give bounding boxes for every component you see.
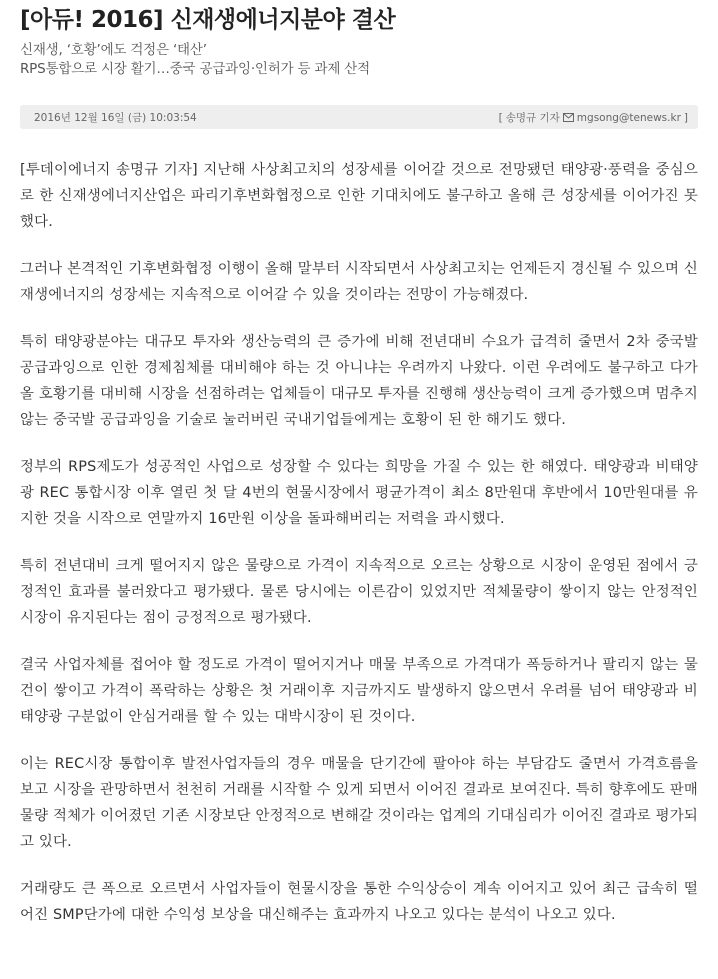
- body-paragraph: 특히 태양광분야는 대규모 투자와 생산능력의 큰 증가에 비해 전년대비 수요가 급격히 줄면서 2차 중국발 공급과잉으로 인한 경제침체를 대비해야 하는 것 아니냐는 우려까지 나왔다. 이런 우려에도 불구하고 다가올 호황기를 대비해 시장을 선점하려는 업체들이 대규모 투자를 진행해 생산능력이 크게 증가했으며 멈추지 않는 중국발 공급과잉을 기술로 눌러버린 국내기업들에게는 호황이 된 한 해기도 했다.: [20, 334, 698, 428]
- body-paragraph: [투데이에너지 송명규 기자] 지난해 사상최고치의 성장세를 이어갈 것으로 전망됐던 태양광·풍력을 중심으로 한 신재생에너지산업은 파리기후변화협정으로 인한 기대치에도 불구하고 올해 큰 성장세를 이어가진 못했다.: [20, 162, 698, 230]
- subtitle-line-2: RPS통합으로 시장 활기…중국 공급과잉·인허가 등 과제 산적: [20, 61, 370, 77]
- body-paragraph: 특히 전년대비 크게 떨어지지 않은 물량으로 가격이 지속적으로 오르는 상황으로 시장이 운영된 점에서 긍정적인 효과를 불러왔다고 평가됐다. 물론 당시에는 이른감이 있었지만 적체물량이 쌓이지 않는 안정적인 시장이 유지된다는 점이 긍정적으로 평가됐다.: [20, 558, 698, 626]
- body-paragraph: 결국 사업자체를 접어야 할 정도로 가격이 떨어지거나 매물 부족으로 가격대가 폭등하거나 팔리지 않는 물건이 쌓이고 가격이 폭락하는 상황은 첫 거래이후 지금까지도 발생하지 않으면서 우려를 넘어 태양광과 비태양광 구분없이 안심거래를 할 수 있는 대박시장이 된 것이다.: [20, 657, 698, 725]
- subtitle-line-1: 신재생, ‘호황’에도 걱정은 ‘태산’: [20, 42, 207, 58]
- body-paragraph: 거래량도 큰 폭으로 오르면서 사업자들이 현물시장을 통한 수익상승이 계속 이어지고 있어 최근 급속히 떨어진 SMP단가에 대한 수익성 보상을 대신해주는 효과까지 나오고 있다는 분석이 나오고 있다.: [20, 881, 698, 923]
- publish-date: 2016년 12월 16일 (금) 10:03:54: [34, 112, 197, 124]
- author-info: [499, 110, 688, 125]
- article: [20, 0, 698, 949]
- body-paragraph: 그러나 본격적인 기후변화협정 이행이 올해 말부터 시작되면서 사상최고치는 언제든지 경신될 수 있으며 신재생에너지의 성장세는 지속적으로 이어갈 수 있을 것이라는 전망이 가능해졌다.: [20, 261, 698, 303]
- body-paragraph: 정부의 RPS제도가 성공적인 사업으로 성장할 수 있다는 희망을 가질 수 있는 한 해였다. 태양광과 비태양광 REC 통합시장 이후 열린 첫 달 4번의 현물시장에서 평균가격이 최소 8만원대 후반에서 10만원대를 유지한 것을 시작으로 연말까지 16만원 이상을 돌파해버리는 저력을 과시했다.: [20, 459, 698, 527]
- reporter-email-link[interactable]: mgsong@tenews.kr: [576, 111, 681, 124]
- body-paragraph: 이는 REC시장 통합이후 발전사업자들의 경우 매물을 단기간에 팔아야 하는 부담감도 줄면서 가격흐름을 보고 시장을 관망하면서 천천히 거래를 시작할 수 있게 되면서 이어진 결과로 보여진다. 특히 향후에도 판매물량 적체가 이어졌던 기존 시장보단 안정적으로 변해갈 것이라는 업계의 기대심리가 이어진 결과로 평가되고 있다.: [20, 756, 698, 850]
- mail-icon: [563, 113, 574, 122]
- bracket-close: ]: [683, 111, 688, 124]
- reporter-name: 송명규 기자: [505, 112, 560, 124]
- article-body: [20, 157, 698, 928]
- article-headline: [아듀! 2016] 신재생에너지분야 결산: [20, 7, 396, 33]
- article-subtitles: [20, 41, 698, 79]
- byline-bar: [20, 105, 698, 129]
- bracket-open: [: [498, 111, 503, 124]
